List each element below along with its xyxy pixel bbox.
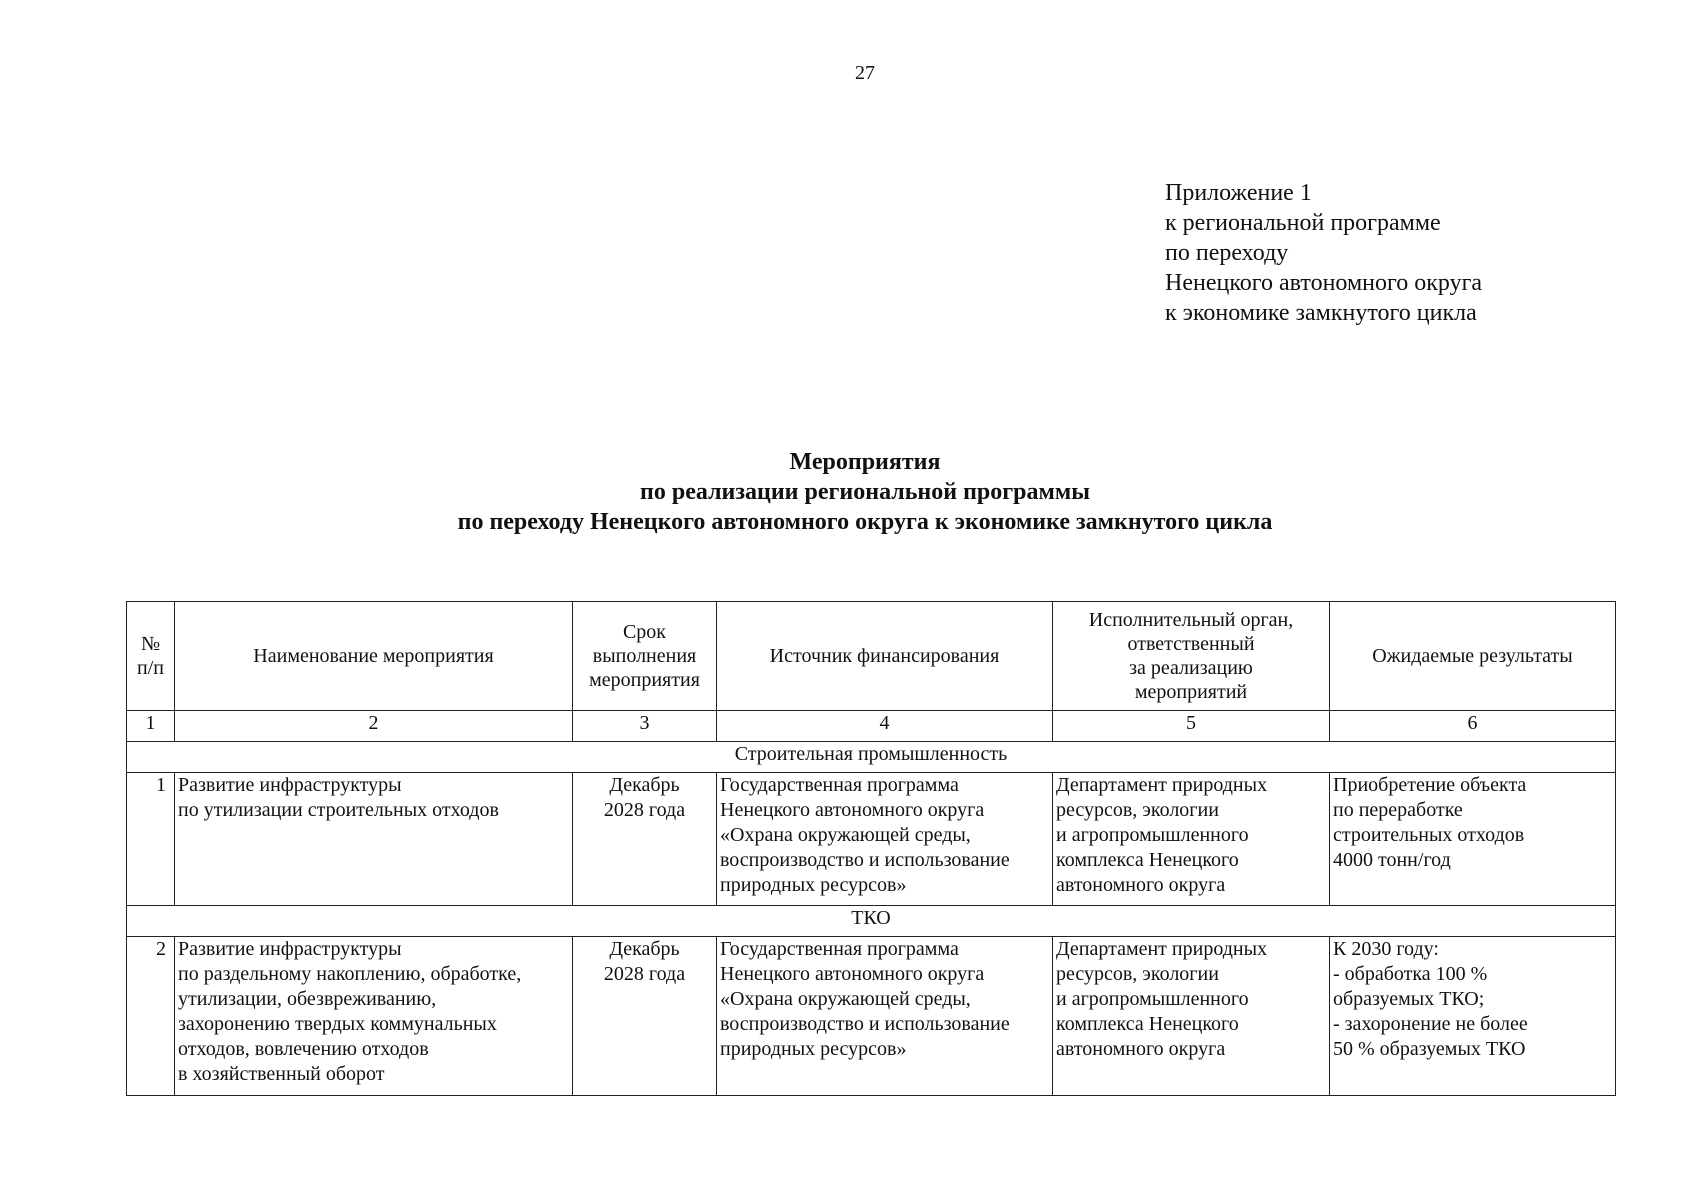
row-name [175,773,573,906]
cell-line: захоронению твердых коммунальных [178,1013,497,1035]
cell-line: автономного округа [1056,874,1226,896]
cell-line: ресурсов, экологии [1056,799,1219,821]
appendix-note [1165,178,1482,328]
header-text: Срок [622,621,667,643]
page-number: 27 [855,62,875,84]
row-funding [717,937,1053,1096]
cell-line: строительных отходов [1333,824,1525,846]
column-number: 6 [1330,711,1616,742]
column-number: 3 [573,711,717,742]
cell-line: - захоронение не более [1333,1013,1528,1035]
title-line: по переходу Ненецкого автономного округа к экономике замкнутого цикла [457,509,1273,535]
cell-line: природных ресурсов» [720,874,907,896]
row-num: 1 [127,773,175,906]
cell-line: отходов, вовлечению отходов [178,1038,429,1060]
header-text: мероприятий [1134,681,1248,703]
cell-line: Ненецкого автономного округа [720,963,985,985]
table-row [127,773,1616,906]
cell-line: природных ресурсов» [720,1038,907,1060]
cell-line: в хозяйственный оборот [178,1063,385,1085]
column-number-row [127,711,1616,742]
row-deadline [573,937,717,1096]
section-row [127,906,1616,937]
cell-line: 50 % образуемых ТКО [1333,1038,1526,1060]
cell-line: утилизации, обезвреживанию, [178,988,437,1010]
table-row [127,937,1616,1096]
cell-line: ресурсов, экологии [1056,963,1219,985]
title-line: по реализации региональной программы [640,479,1090,505]
cell-line: Развитие инфраструктуры [178,774,402,796]
section-title: Строительная промышленность [127,742,1616,773]
cell-line: 2028 года [603,799,686,821]
column-number: 1 [127,711,175,742]
cell-line: по переработке [1333,799,1463,821]
cell-line: 4000 тонн/год [1333,849,1451,871]
header-text: Исполнительный орган, [1088,609,1294,631]
cell-line: и агропромышленного [1056,988,1249,1010]
cell-line: «Охрана окружающей среды, [720,824,971,846]
cell-line: Департамент природных [1056,938,1268,960]
header-text: за реализацию [1129,657,1253,679]
header-text: выполнения [592,645,697,667]
appendix-line: к экономике замкнутого цикла [1165,300,1477,326]
cell-line: 2028 года [603,963,686,985]
row-funding [717,773,1053,906]
header-text: Источник финансирования [769,645,1000,667]
row-num: 2 [127,937,175,1096]
header-executor [1053,602,1330,711]
header-text: Наименование мероприятия [253,645,494,667]
cell-line: Государственная программа [720,774,959,796]
header-text: Ожидаемые результаты [1372,645,1573,667]
column-number: 2 [175,711,573,742]
events-table [126,601,1616,1096]
cell-line: Декабрь [609,774,680,796]
header-num [127,602,175,711]
appendix-line: Приложение 1 [1165,180,1312,206]
header-text: ответственный [1127,633,1255,655]
cell-line: Декабрь [609,938,680,960]
row-name [175,937,573,1096]
header-funding [717,602,1053,711]
header-text: № [140,633,161,655]
cell-line: Государственная программа [720,938,959,960]
section-row [127,742,1616,773]
column-number: 5 [1053,711,1330,742]
cell-line: Ненецкого автономного округа [720,799,985,821]
row-executor [1053,773,1330,906]
row-results [1330,937,1616,1096]
cell-line: Департамент природных [1056,774,1268,796]
cell-line: и агропромышленного [1056,824,1249,846]
title-line: Мероприятия [789,449,941,475]
cell-line: по утилизации строительных отходов [178,799,499,821]
table-header-row [127,602,1616,711]
cell-line: - обработка 100 % [1333,963,1488,985]
row-executor [1053,937,1330,1096]
appendix-line: по переходу [1165,240,1289,266]
cell-line: Развитие инфраструктуры [178,938,402,960]
cell-line: комплекса Ненецкого [1056,1013,1239,1035]
cell-line: «Охрана окружающей среды, [720,988,971,1010]
document-title [0,447,1698,537]
cell-line: автономного округа [1056,1038,1226,1060]
header-deadline [573,602,717,711]
appendix-line: Ненецкого автономного округа [1165,270,1483,296]
cell-line: комплекса Ненецкого [1056,849,1239,871]
cell-line: Приобретение объекта [1333,774,1527,796]
cell-line: воспроизводство и использование [720,849,1010,871]
header-name [175,602,573,711]
header-results [1330,602,1616,711]
column-number: 4 [717,711,1053,742]
row-results [1330,773,1616,906]
cell-line: образуемых ТКО; [1333,988,1485,1010]
header-text: мероприятия [589,669,700,691]
cell-line: К 2030 году: [1333,938,1439,960]
section-title: ТКО [127,906,1616,937]
cell-line: по раздельному накоплению, обработке, [178,963,522,985]
row-deadline [573,773,717,906]
appendix-line: к региональной программе [1165,210,1441,236]
header-text: п/п [137,657,164,679]
cell-line: воспроизводство и использование [720,1013,1010,1035]
